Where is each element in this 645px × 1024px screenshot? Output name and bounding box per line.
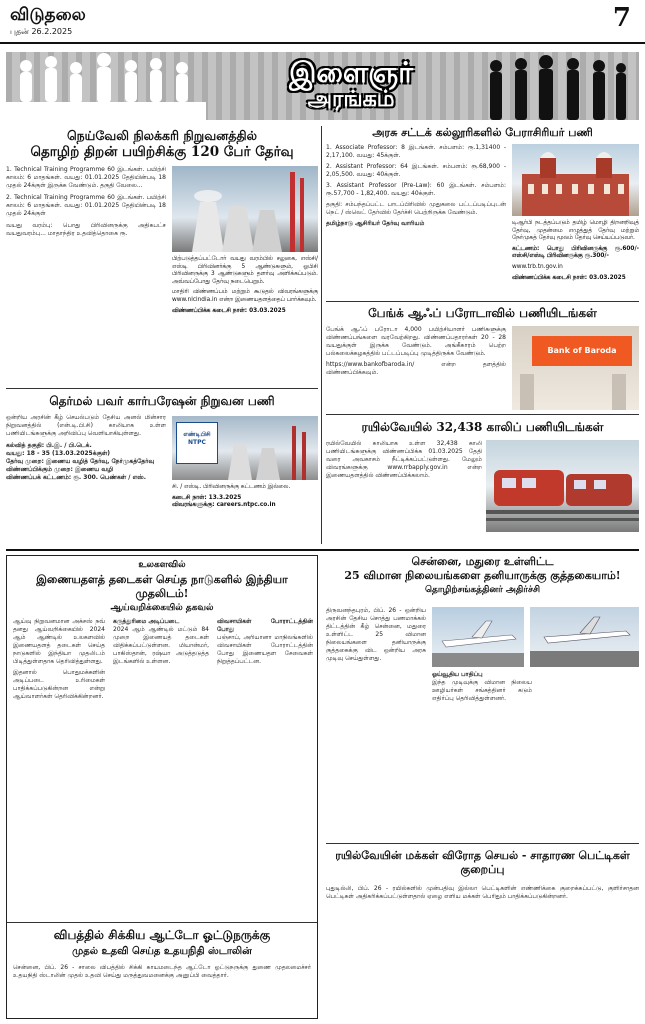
professor-item2: 2. Assistant Professor: 64 இடங்கள். சம்பளம்: ரூ.68,900 - 2,05,500. வயது: 40க்குள். <box>326 163 506 178</box>
ntpc-selection: தேர்வு முறை: இணைய வழித் தேர்வு, நேர்முகத்தேர்வு <box>6 458 155 465</box>
world-headline: இணையதளத் தடைகள் செய்த நாடுகளில் இந்தியா முதலிடம்! <box>36 573 288 600</box>
airport-headline-line2: 25 விமான நிலையங்களை தனியாருக்கு குத்தகையாம்! <box>344 569 621 582</box>
ntpc-age: வயது: 18 - 35 (13.03.2025க்குள்) <box>6 450 111 457</box>
ntpc-caption-text: சி. / எஸ்டி. பிரிவினருக்கு கட்டணம் இல்லை. <box>172 484 291 490</box>
ntpc-qualification: கல்வித் தகுதி: பி.இ. / பி.டெக். <box>6 442 92 449</box>
bank-para: பேங்க் ஆஃப் பரோடா 4,000 பயிற்சியாளர் பணிகளுக்கு விண்ணப்பங்களை வரவேற்கிறது. விண்ணப்பதாரர்கள் 20 - 28 வயதுக்குள் இருக்க வேண்டும். அங்கீகாரம் பெற்ற பல்கலைக்கழகத்தில் பட்டப்படிப்பு முடித்திருக்க வேண்டும். <box>326 326 506 357</box>
train-photo <box>486 440 639 532</box>
world-subhead3: விவசாயிகள் போராட்டத்தின் போது <box>217 618 313 633</box>
building-pillar <box>520 374 534 410</box>
train-icon <box>486 440 639 532</box>
ntpc-headline: தெர்மல் பவர் கார்பரேஷன் நிறுவன பணி <box>49 394 275 408</box>
nlc-caption <box>172 256 318 315</box>
ntpc-apply-mode: விண்ணப்பிக்கும் முறை: இணைய வழி <box>6 466 114 473</box>
divider <box>326 843 639 844</box>
stalin-subheadline: முதல் உதவி செய்த உதயநிதி ஸ்டாலின் <box>72 946 252 957</box>
airport-photo-1 <box>432 607 524 667</box>
world-col3 <box>217 618 313 666</box>
professor-qualification: தகுதி: சம்பந்தப்பட்ட பாடப்பிரிவில் முதுகலை பட்டப்படிப்புடன் நெட் / ஸ்லெட் தேர்வில் தேர்ச்சி பெற்றிருக்க வேண்டும். <box>326 201 506 216</box>
bank-logo: Bank of Baroda <box>532 336 632 366</box>
world-subheadline: ஆய்வறிக்கையில் தகவல் <box>110 603 214 613</box>
power-plant-photo <box>172 166 318 252</box>
bank-photo <box>512 326 639 410</box>
world-para3: 2024 ஆம் ஆண்டில் மட்டும் 84 முறை இணையத் தடைகள் விதிக்கப்பட்டுள்ளன. மியான்மர், பாகிஸ்தான், ரஷ்யா அடுத்தடுத்த இடங்களில் உள்ளன. <box>113 626 209 665</box>
nlc-para2: 2. Technical Training Programme 60 இடங்கள். பயிற்சி காலம்: 6 மாதங்கள். வயது: 01.01.2025 தேதியின்படி 18 முதல் 24க்குள் <box>6 194 166 217</box>
divider <box>7 922 317 923</box>
right-column <box>326 126 639 544</box>
airport-photo-2 <box>530 607 639 667</box>
stalin-para: சென்னை, பிப். 26 - சாலை விபத்தில் சிக்கி காயமடைந்த ஆட்டோ ஓட்டுநருக்கு துணை முதலமைச்சர் உதயநிதி ஸ்டாலின் முதல் உதவி செய்து மருத்துவமனைக்கு அனுப்பி வைத்தார். <box>13 964 311 979</box>
world-subhead2: கருத்துரிமை அடிப்படை <box>113 618 180 625</box>
bank-site: https://www.bankofbaroda.in/ என்ற தளத்தில் விண்ணப்பிக்கவும். <box>326 361 506 376</box>
divider <box>6 388 318 389</box>
professor-fee: கட்டணம்: பொது பிரிவினருக்கு ரூ.600/- எஸ்சி/எஸ்டி பிரிவினருக்கு ரூ.300/- <box>512 245 639 260</box>
ntpc-fee: விண்ணப்பக் கட்டணம்: ரூ. 300. பெண்கள் / எஸ். <box>6 474 146 481</box>
world-kicker: உலகளவில் <box>138 560 186 570</box>
left-column <box>6 126 318 544</box>
world-col1 <box>13 618 105 701</box>
railway-article-body <box>326 440 482 480</box>
airport-col2 <box>432 671 532 703</box>
lower-section <box>6 549 639 1019</box>
professor-site: www.trb.tn.gov.in <box>512 263 563 270</box>
professor-article-body <box>326 144 506 228</box>
railway-headline: ரயில்வேயில் 32,438 காலிப் பணியிடங்கள் <box>361 420 604 434</box>
college-building-icon <box>512 144 639 216</box>
trainfare-headline: ரயில்வேயின் மக்கள் விரோத செயல் - சாதாரண பெட்டிகள் குறைப்பு <box>335 849 630 876</box>
nlc-caption-site: மாதிரி விண்ணப்பம் மற்றும் கூடுதல் விவரங்களுக்கு www.nlcindia.in என்ற இணையதளத்தைப் பார்க்கவும். <box>172 289 318 303</box>
nlc-article-body <box>6 166 166 238</box>
professor-last-date: விண்ணப்பிக்க கடைசி நாள்: 03.03.2025 <box>512 274 626 281</box>
world-para4: பஞ்சாப், அரியானா மாநிலங்களில் விவசாயிகள் போராட்டத்தின் போது இணையதள சேவைகள் நிறுத்தப்பட்டன. <box>217 634 313 665</box>
page-number: 7 <box>612 3 631 33</box>
railway-para: ரயில்வேயில் காலியாக உள்ள 32,438 காலி பணியிடங்களுக்கு விண்ணப்பிக்க 01.03.2025 தேதி வரை அவகாசம் நீட்டிக்கப்பட்டுள்ளது. மேலும் விவரங்களுக்கு www.rrbapply.gov.in என்ற இணையதளத்தில் விண்ணப்பிக்கலாம். <box>326 440 482 479</box>
divider <box>326 414 639 415</box>
ntpc-site: விவரங்களுக்கு: careers.ntpc.co.in <box>172 502 276 509</box>
airport-para1: திருவனந்தபுரம், பிப். 26 - ஒன்றிய அரசின் தேசிய சொத்து பணமாக்கல் திட்டத்தின் கீழ் சென்னை, மதுரை உள்ளிட்ட 25 விமான நிலையங்களை தனியாருக்கு குத்தகைக்கு விட ஒன்றிய அரசு முடிவு செய்துள்ளது. <box>326 607 426 662</box>
bank-article-body <box>326 326 506 377</box>
professor-sign: தமிழ்நாடு ஆசிரியர் தேர்வு வாரியம் <box>326 220 425 227</box>
nlc-headline <box>6 128 318 160</box>
professor-item1: 1. Associate Professor: 8 இடங்கள். சம்பளம்: ரூ.1,31400 - 2,17,100. வயது: 45க்குள். <box>326 144 506 159</box>
law-college-photo <box>512 144 639 216</box>
nlc-para1: 1. Technical Training Programme 60 இடங்கள். பயிற்சி காலம்: 6 மாதங்கள். வயது: 01.01.2025 தேதியின்படி 18 முதல் 24க்குள் இருக்க வேண்டும். தகுதி வேலை... <box>6 166 166 189</box>
airport-col1 <box>326 607 426 663</box>
ntpc-photo <box>172 416 318 480</box>
banner-title <box>211 58 491 114</box>
crowd-silhouette-icon <box>6 52 206 120</box>
column-divider <box>321 126 322 544</box>
trainfare-article-body <box>326 885 639 901</box>
professor-side-text: டிஆர்பி நடத்தப்படும் தமிழ் மொழி திறனறிவுத் தேர்வு, முதன்மை எழுத்துத் தேர்வு மற்றும் நேர்முகத் தேர்வு மூலம் தேர்வு செய்யப்படுவர். <box>512 220 639 242</box>
ntpc-last-date: கடைசி நாள்: 13.3.2025 <box>172 494 242 501</box>
airport-article <box>326 555 639 1019</box>
world-col2 <box>113 618 209 666</box>
nlc-last-date: விண்ணப்பிக்க கடைசி நாள்: 03.03.2025 <box>172 307 286 314</box>
nlc-headline-line1: நெய்வேலி நிலக்கரி நிறுவனத்தில் <box>66 128 258 143</box>
airport-headline-line1: சென்னை, மதுரை உள்ளிட்ட <box>411 555 554 568</box>
professor-headline: அரசு சட்டக் கல்லூரிகளில் பேராசிரியர் பணி <box>372 126 593 139</box>
section-banner <box>6 52 639 120</box>
professor-sidebar <box>512 220 639 282</box>
world-internet-box <box>6 555 318 1019</box>
divider <box>326 301 639 302</box>
airport-subhead2: ஓய்வூதிய பாதிப்பு <box>432 671 483 678</box>
masthead <box>0 0 645 44</box>
stalin-article-body <box>13 964 311 980</box>
ntpc-para: ஒன்றிய அரசின் கீழ் செயல்படும் தேசிய அனல் மின்சார நிறுவனத்தில் (என்.டி.பி.சி) காலியாக உள்ள பணியிடங்களுக்கு அறிவிப்பு வெளியாகியுள்ளது. <box>6 414 166 437</box>
building-pillar <box>612 374 626 410</box>
newspaper-name: விடுதலை <box>10 5 86 25</box>
stalin-headline: விபத்தில் சிக்கிய ஆட்டோ ஓட்டுநருக்கு <box>53 928 271 942</box>
trainfare-para: புதுடில்லி, பிப். 26 - ரயில்களில் முன்பதிவு இல்லா பெட்டிகளின் எண்ணிக்கை குறைக்கப்பட்டு, குளிர்சாதன பெட்டிகள் அதிகரிக்கப்பட்டுள்ளதால் ஏழை எளிய மக்கள் பெரிதும் பாதிக்கப்படுகின்றனர். <box>326 885 639 900</box>
professionals-silhouette-icon <box>481 52 631 120</box>
nlc-caption-text: பிற்படுத்தப்பட்டோர் வயது வரம்பில் சலுகை, எஸ்சி/எஸ்டி பிரிவினர்க்கு 5 ஆண்டுகளும், ஓபிசி பிரிவினருக்கு 3 ஆண்டுகளும் தளர்வு அளிக்கப்படும். அவ்வப்போது தேர்வு நடைபெறும். <box>172 256 318 285</box>
world-para1: ஆய்வு நிறுவனமான அக்சஸ் நவ் தனது ஆய்வறிக்கையில் 2024 ஆம் ஆண்டில் உலகளவில் இணையதளத் தடைகள் செய்த நாடுகளில் இந்தியா முதலிடம் பிடித்துள்ளதாக தெரிவித்துள்ளது. <box>13 618 105 665</box>
issue-date: புதன் 26.2.2025 <box>10 27 73 36</box>
ntpc-caption <box>172 484 318 510</box>
airport-para2: இந்த முடிவுக்கு விமான நிலைய ஊழியர்கள் சங்கத்தினர் கடும் எதிர்ப்பு தெரிவித்துள்ளனர். <box>432 679 532 702</box>
nlc-headline-line2: தொழிற் திறன் பயிற்சிக்கு 120 பேர் தேர்வு <box>30 144 294 160</box>
power-plant-icon <box>172 166 318 252</box>
airplane-icon <box>530 607 639 667</box>
bank-headline: பேங்க் ஆஃப் பரோடாவில் பணியிடங்கள் <box>368 306 597 320</box>
factory-icon <box>218 416 318 480</box>
banner-title-line1: இளைஞர் <box>289 56 413 89</box>
nlc-para3: வயது வரம்பு: பொது பிரிவினருக்கு அதிகபட்ச வயதுவரம்பு... மாதாந்திர உதவித்தொகை ரூ. <box>6 222 166 237</box>
airplane-icon <box>432 607 524 667</box>
banner-title-line2: அரங்கம் <box>307 87 395 112</box>
world-para2: இதனால் பொதுமக்களின் அடிப்படை உரிமைகள் பாதிக்கப்படுகின்றன என்று ஆய்வாளர்கள் தெரிவிக்கின்றனர். <box>13 669 105 700</box>
ntpc-article-body <box>6 414 166 482</box>
airport-subheadline: தொழிற்சங்கத்தினர் அதிர்ச்சி <box>424 585 541 595</box>
professor-item3: 3. Assistant Professor (Pre-Law): 60 இடங்கள். சம்பளம்: ரூ.57,700 - 1,82,400. வயது: 40க்குள். <box>326 182 506 197</box>
ntpc-logo: எண்டிபிசி NTPC <box>176 422 218 464</box>
